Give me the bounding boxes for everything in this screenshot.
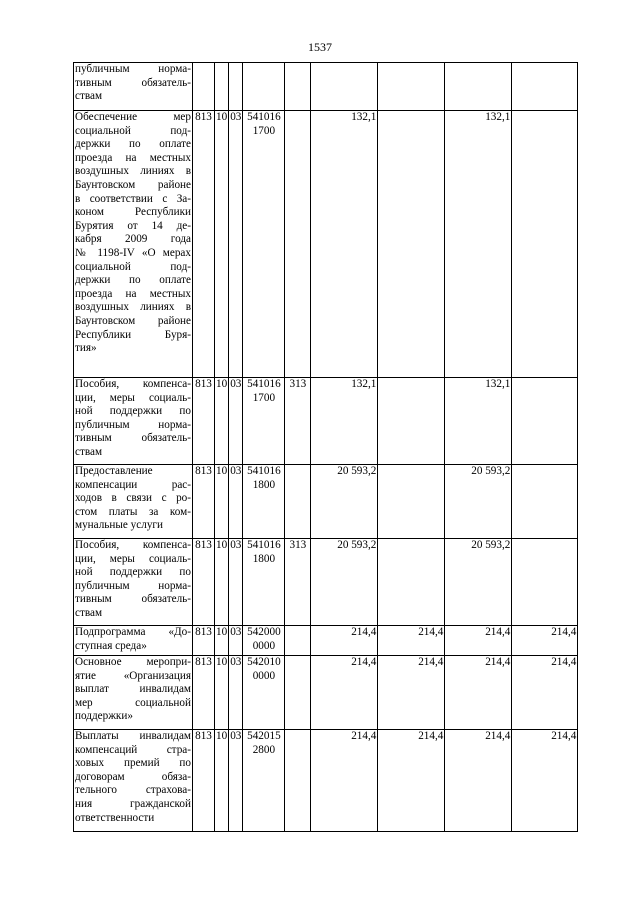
code-part: 0000	[252, 639, 276, 652]
description-line: ния гражданской	[75, 797, 191, 810]
description-line: ствам	[75, 90, 103, 103]
target-article-code	[243, 626, 285, 656]
code-part: 542000	[247, 626, 281, 638]
description-line: Основное меропри-	[75, 656, 191, 668]
code-part: 541016	[247, 111, 281, 123]
description-line: Республики Буря-	[75, 328, 191, 341]
description-line: выплат инвалидам	[75, 683, 191, 696]
ministry-code: 813	[193, 730, 215, 832]
amount-3: 132,1	[445, 111, 512, 378]
section-code: 10	[215, 656, 229, 730]
amount-3: 20 593,2	[445, 465, 512, 539]
description-line: ции, меры социаль-	[75, 552, 191, 565]
target-article-code	[243, 378, 285, 465]
amount-3	[445, 63, 512, 111]
subsection-code: 03	[229, 111, 243, 378]
description-line: воздушных линиях в	[75, 165, 191, 178]
amount-3: 214,4	[445, 656, 512, 730]
amount-4	[512, 111, 578, 378]
description-line: публичным норма-	[75, 63, 191, 75]
amount-1	[311, 63, 378, 111]
code-part: 1700	[252, 124, 276, 137]
amount-1: 132,1	[311, 378, 378, 465]
description-line: компенсации рас-	[75, 478, 191, 491]
amount-1: 20 593,2	[311, 465, 378, 539]
description-line: Пособия, компенса-	[75, 378, 191, 390]
amount-2: 214,4	[378, 730, 445, 832]
description-line: Обеспечение мер	[75, 111, 191, 123]
description-line: ной поддержки по	[75, 405, 191, 418]
expense-type-code	[285, 111, 311, 378]
description-line: социальной под-	[75, 124, 191, 137]
amount-1: 214,4	[311, 656, 378, 730]
code-part: 542010	[247, 656, 281, 668]
description-line: тивным обязатель-	[75, 76, 191, 89]
section-code: 10	[215, 730, 229, 832]
amount-4	[512, 63, 578, 111]
description-line: социальной под-	[75, 260, 191, 273]
table-row	[74, 656, 578, 730]
amount-2	[378, 63, 445, 111]
amount-4: 214,4	[512, 730, 578, 832]
code-part: 541016	[247, 465, 281, 477]
description-line: публичным норма-	[75, 579, 191, 592]
page-number: 1537	[308, 40, 332, 54]
subsection-code: 03	[229, 730, 243, 832]
table-row	[74, 626, 578, 656]
ministry-code: 813	[193, 465, 215, 539]
amount-3: 214,4	[445, 626, 512, 656]
row-description	[74, 656, 193, 730]
description-line: договорам обяза-	[75, 770, 191, 783]
description-line: ствам	[75, 606, 103, 619]
description-line: коном Республики	[75, 206, 191, 219]
description-line: держки по оплате	[75, 274, 191, 287]
subsection-code: 03	[229, 656, 243, 730]
description-line: ции, меры социаль-	[75, 391, 191, 404]
description-line: ходов в связи с ро-	[75, 492, 191, 505]
section-code: 10	[215, 378, 229, 465]
ministry-code: 813	[193, 539, 215, 626]
row-description	[74, 111, 193, 378]
amount-1: 214,4	[311, 626, 378, 656]
expense-type-code	[285, 626, 311, 656]
amount-4	[512, 539, 578, 626]
amount-3: 20 593,2	[445, 539, 512, 626]
ministry-code: 813	[193, 111, 215, 378]
code-part: 542015	[247, 730, 281, 742]
description-line: ступная среда»	[75, 639, 147, 652]
description-line: Предоставление	[75, 465, 153, 477]
row-description	[74, 730, 193, 832]
description-line: тивным обязатель-	[75, 593, 191, 606]
description-line: ответственности	[75, 811, 155, 824]
description-line: ной поддержки по	[75, 566, 191, 579]
description-line: стом платы за ком-	[75, 505, 191, 518]
table-row	[74, 111, 578, 378]
description-line: мунальные услуги	[75, 519, 163, 532]
description-line: Пособия, компенса-	[75, 539, 191, 551]
table-row	[74, 378, 578, 465]
subsection-code	[229, 63, 243, 111]
section-code: 10	[215, 465, 229, 539]
subsection-code: 03	[229, 626, 243, 656]
expense-type-code	[285, 730, 311, 832]
amount-1: 20 593,2	[311, 539, 378, 626]
target-article-code	[243, 111, 285, 378]
table-body	[74, 63, 578, 832]
description-line: ятие «Организация	[75, 669, 191, 682]
description-line: тивным обязатель-	[75, 432, 191, 445]
subsection-code: 03	[229, 378, 243, 465]
table-row	[74, 465, 578, 539]
target-article-code	[243, 656, 285, 730]
code-part: 2800	[252, 743, 276, 756]
expense-type-code	[285, 656, 311, 730]
table-row	[74, 730, 578, 832]
section-code	[215, 63, 229, 111]
target-article-code	[243, 465, 285, 539]
amount-3: 214,4	[445, 730, 512, 832]
row-description	[74, 378, 193, 465]
section-code: 10	[215, 111, 229, 378]
amount-1: 132,1	[311, 111, 378, 378]
description-line: кабря 2009 года	[75, 233, 191, 246]
expense-type-code: 313	[285, 539, 311, 626]
subsection-code: 03	[229, 539, 243, 626]
amount-2	[378, 111, 445, 378]
amount-4	[512, 465, 578, 539]
description-line: Бурятия от 14 де-	[75, 219, 191, 232]
subsection-code: 03	[229, 465, 243, 539]
code-part: 1800	[252, 552, 276, 565]
description-line: держки по оплате	[75, 138, 191, 151]
expense-type-code	[285, 63, 311, 111]
amount-3: 132,1	[445, 378, 512, 465]
description-line: № 1198-IV «О мерах	[75, 246, 191, 259]
code-part: 541016	[247, 539, 281, 551]
amount-2: 214,4	[378, 626, 445, 656]
row-description	[74, 63, 193, 111]
budget-table	[73, 62, 578, 832]
description-line: Баунтовском районе	[75, 178, 191, 191]
table-row	[74, 539, 578, 626]
description-line: в соответствии с За-	[75, 192, 191, 205]
description-line: Подпрограмма «До-	[75, 626, 191, 638]
description-line: проезда на местных	[75, 151, 191, 164]
expense-type-code	[285, 465, 311, 539]
description-line: публичным норма-	[75, 418, 191, 431]
row-description	[74, 465, 193, 539]
target-article-code	[243, 730, 285, 832]
amount-4: 214,4	[512, 656, 578, 730]
code-part: 1800	[252, 478, 276, 491]
amount-4	[512, 378, 578, 465]
description-line: Баунтовском районе	[75, 314, 191, 327]
description-line: мер социальной	[75, 696, 191, 709]
amount-2	[378, 465, 445, 539]
ministry-code: 813	[193, 626, 215, 656]
description-line: поддержки»	[75, 710, 133, 723]
row-description	[74, 626, 193, 656]
code-part: 0000	[252, 669, 276, 682]
amount-1: 214,4	[311, 730, 378, 832]
amount-2: 214,4	[378, 656, 445, 730]
table-row	[74, 63, 578, 111]
ministry-code: 813	[193, 378, 215, 465]
description-line: Выплаты инвалидам	[75, 730, 191, 742]
description-line: тия»	[75, 342, 97, 355]
description-line: тельного страхова-	[75, 784, 191, 797]
row-description	[74, 539, 193, 626]
target-article-code	[243, 63, 285, 111]
description-line: воздушных линиях в	[75, 301, 191, 314]
amount-4: 214,4	[512, 626, 578, 656]
section-code: 10	[215, 626, 229, 656]
description-line: ствам	[75, 445, 103, 458]
ministry-code	[193, 63, 215, 111]
amount-2	[378, 378, 445, 465]
code-part: 1700	[252, 391, 276, 404]
section-code: 10	[215, 539, 229, 626]
amount-2	[378, 539, 445, 626]
description-line: проезда на местных	[75, 287, 191, 300]
code-part: 541016	[247, 378, 281, 390]
description-line: компенсаций стра-	[75, 743, 191, 756]
expense-type-code: 313	[285, 378, 311, 465]
target-article-code	[243, 539, 285, 626]
ministry-code: 813	[193, 656, 215, 730]
description-line: ховых премий по	[75, 757, 191, 770]
